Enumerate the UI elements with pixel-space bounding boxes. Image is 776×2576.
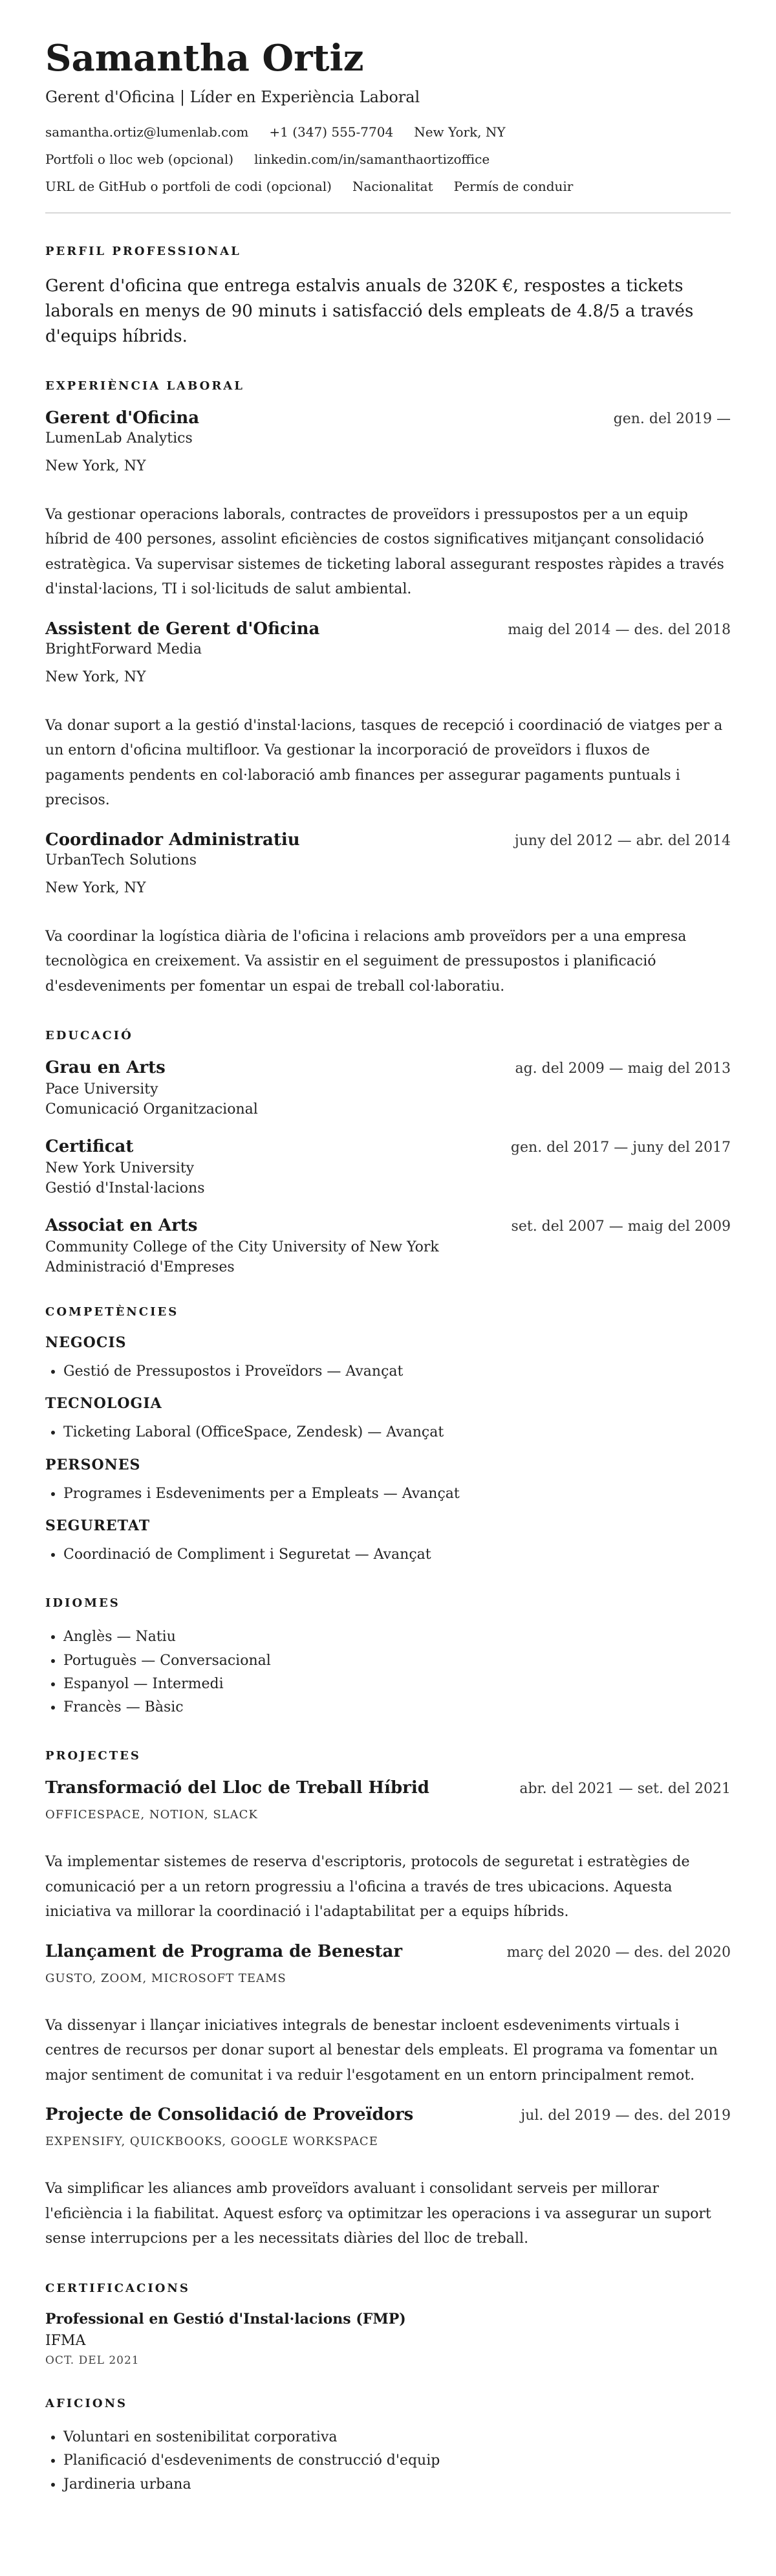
section-title: EXPERIÈNCIA LABORAL xyxy=(45,379,244,393)
certification-date: OCT. DEL 2021 xyxy=(45,2353,140,2367)
skill-item: • Programes i Esdeveniments per a Empleats — Avançat xyxy=(63,1482,731,1506)
driving-license: Permís de conduir xyxy=(453,178,574,194)
skill-item: • Gestió de Pressupostos i Proveïdors — Avançat xyxy=(63,1360,731,1383)
project-name: Transformació del Lloc de Treball Híbrid xyxy=(45,1778,429,1798)
project-entry xyxy=(45,2105,731,2252)
hobbies-list xyxy=(45,2426,731,2496)
project-tools: OFFICESPACE, NOTION, SLACK xyxy=(45,1808,258,1822)
skill-item: • Coordinació de Compliment i Seguretat — Avançat xyxy=(63,1543,731,1567)
email[interactable]: samantha.ortiz@lumenlab.com xyxy=(45,124,249,140)
project-description: Va dissenyar i llançar iniciatives integrals de benestar incloent esdeveniments virtuals i centres de recursos per donar suport al benestar dels empleats. El programa va fomentar un major sentiment de comunitat i va reduir l'esgotament en un entorn principalment remot. xyxy=(45,2017,718,2084)
job-dates: maig del 2014 — des. del 2018 xyxy=(508,621,731,638)
hobby-item: • Voluntari en sostenibilitat corporativa xyxy=(63,2426,731,2449)
job-title: Coordinador Administratiu xyxy=(45,830,300,850)
project-entry xyxy=(45,1942,731,2089)
degree-title: Certificat xyxy=(45,1137,134,1157)
candidate-name: Samantha Ortiz xyxy=(45,37,364,80)
experience-section xyxy=(45,379,731,1000)
project-description: Va simplificar les aliances amb proveïdors avaluant i consolidant serveis per millorar l'eficiència i la fiabilitat. Aquest esforç va optimitzar les operacions i va assegurar un suport sense interrupcions per a les necessitats diàries del lloc de treball. xyxy=(45,2181,711,2247)
certification-issuer: IFMA xyxy=(45,2332,86,2349)
education-section xyxy=(45,1029,731,1275)
field-of-study: Comunicació Organitzacional xyxy=(45,1101,258,1118)
job-location: New York, NY xyxy=(45,879,146,896)
language-item: • Portuguès — Conversacional xyxy=(63,1649,731,1673)
project-description: Va implementar sistemes de reserva d'escriptoris, protocols de seguretat i estratègies de comunicació per a un retorn progressiu a l'oficina a través de tres ubicacions. Aquesta iniciativa va millorar la coordinació i l'adaptabilitat per a equips híbrids. xyxy=(45,1854,690,1921)
headline: Gerent d'Oficina | Líder en Experiència Laboral xyxy=(45,87,420,106)
job-dates: juny del 2012 — abr. del 2014 xyxy=(514,832,731,849)
skills-section xyxy=(45,1305,731,1567)
project-dates: jul. del 2019 — des. del 2019 xyxy=(521,2108,731,2124)
job-description: Va gestionar operacions laborals, contractes de proveïdors i pressupostos per a un equip híbrid de 400 persones, assolint eficiències de costos significatives mitjançant consolidació estratègica. Va supervisar sistemes de ticketing laboral assegurant respostes ràpides a través d'instal·lacions, TI i sol·licituds de salut ambiental. xyxy=(45,506,724,598)
skill-category: PERSONES xyxy=(45,1456,141,1473)
project-name: Projecte de Consolidació de Proveïdors xyxy=(45,2105,414,2125)
section-title: COMPETÈNCIES xyxy=(45,1305,179,1319)
job-dates: gen. del 2019 — xyxy=(613,410,731,427)
hobbies-section xyxy=(45,2397,731,2496)
experience-entry xyxy=(45,619,731,813)
skill-category: TECNOLOGIA xyxy=(45,1395,162,1413)
job-description: Va coordinar la logística diària de l'oficina i relacions amb proveïdors per a una empresa tecnològica en creixement. Va assistir en el seguiment de pressupostos i planificació d'esdeveniments per fomentar un espai de treball col·laboratiu. xyxy=(45,928,687,995)
education-dates: set. del 2007 — maig del 2009 xyxy=(511,1218,731,1235)
field-of-study: Administració d'Empreses xyxy=(45,1259,235,1276)
education-dates: ag. del 2009 — maig del 2013 xyxy=(515,1061,731,1077)
profile-section xyxy=(45,245,731,349)
project-dates: març del 2020 — des. del 2020 xyxy=(506,1944,731,1961)
certification-name: Professional en Gestió d'Instal·lacions (FMP) xyxy=(45,2310,406,2328)
skill-item: • Ticketing Laboral (OfficeSpace, Zendesk) — Avançat xyxy=(63,1421,731,1444)
github-link[interactable]: URL de GitHub o portfoli de codi (opcional) xyxy=(45,178,332,194)
section-title: PERFIL PROFESSIONAL xyxy=(45,244,241,258)
company-name: BrightForward Media xyxy=(45,641,202,657)
linkedin-link[interactable]: linkedin.com/in/samanthaortizoffice xyxy=(254,151,490,167)
certifications-section xyxy=(45,2282,731,2367)
school-name: Pace University xyxy=(45,1081,158,1098)
contact-row xyxy=(45,179,731,194)
skill-category: SEGURETAT xyxy=(45,1517,151,1534)
skill-group xyxy=(45,1395,731,1444)
experience-entry xyxy=(45,408,731,602)
nationality: Nacionalitat xyxy=(352,178,433,194)
project-dates: abr. del 2021 — set. del 2021 xyxy=(519,1781,731,1798)
profile-summary: Gerent d'oficina que entrega estalvis anuals de 320K €, respostes a tickets laborals en menys de 90 minuts i satisfacció dels empleats de 4.8/5 a través d'equips híbrids. xyxy=(45,276,694,346)
certification-entry xyxy=(45,2311,731,2367)
degree-title: Grau en Arts xyxy=(45,1058,166,1078)
field-of-study: Gestió d'Instal·lacions xyxy=(45,1180,205,1197)
language-item: • Anglès — Natiu xyxy=(63,1625,731,1649)
hobby-item: • Planificació d'esdeveniments de construcció d'equip xyxy=(63,2449,731,2472)
education-entry xyxy=(45,1058,731,1117)
school-name: New York University xyxy=(45,1160,195,1177)
education-dates: gen. del 2017 — juny del 2017 xyxy=(510,1139,731,1156)
portfolio-link[interactable]: Portfoli o lloc web (opcional) xyxy=(45,151,234,167)
skill-category: NEGOCIS xyxy=(45,1334,127,1352)
project-tools: EXPENSIFY, QUICKBOOKS, GOOGLE WORKSPACE xyxy=(45,2135,378,2149)
job-title: Gerent d'Oficina xyxy=(45,408,200,428)
skill-group xyxy=(45,1334,731,1383)
location: New York, NY xyxy=(414,124,506,140)
phone[interactable]: +1 (347) 555-7704 xyxy=(269,124,394,140)
section-title: IDIOMES xyxy=(45,1596,120,1611)
skill-group xyxy=(45,1517,731,1567)
job-location: New York, NY xyxy=(45,668,146,685)
project-tools: GUSTO, ZOOM, MICROSOFT TEAMS xyxy=(45,1971,286,1985)
education-entry xyxy=(45,1137,731,1196)
project-entry xyxy=(45,1778,731,1925)
project-name: Llançament de Programa de Benestar xyxy=(45,1941,403,1961)
degree-title: Associat en Arts xyxy=(45,1216,198,1236)
company-name: UrbanTech Solutions xyxy=(45,852,197,868)
school-name: Community College of the City University of New York xyxy=(45,1239,439,1256)
contact-row xyxy=(45,124,731,140)
language-item: • Espanyol — Intermedi xyxy=(63,1673,731,1696)
job-description: Va donar suport a la gestió d'instal·lacions, tasques de recepció i coordinació de viatges per a un entorn d'oficina multifloor. Va gestionar la incorporació de proveïdors i fluxos de pagaments pendents en col·laboració amb finances per assegurar pagaments puntuals i precisos. xyxy=(45,717,723,809)
section-title: CERTIFICACIONS xyxy=(45,2281,190,2295)
languages-list xyxy=(45,1625,731,1719)
languages-section xyxy=(45,1596,731,1719)
header-divider xyxy=(45,212,731,214)
section-title: PROJECTES xyxy=(45,1749,141,1763)
section-title: EDUCACIÓ xyxy=(45,1029,133,1043)
job-title: Assistent de Gerent d'Oficina xyxy=(45,619,320,639)
skill-group xyxy=(45,1457,731,1506)
job-location: New York, NY xyxy=(45,457,146,474)
education-entry xyxy=(45,1216,731,1275)
hobby-item: • Jardineria urbana xyxy=(63,2473,731,2496)
language-item: • Francès — Bàsic xyxy=(63,1696,731,1719)
company-name: LumenLab Analytics xyxy=(45,430,193,446)
projects-section xyxy=(45,1749,731,2252)
contact-row xyxy=(45,151,731,167)
experience-entry xyxy=(45,830,731,1000)
section-title: AFICIONS xyxy=(45,2396,128,2410)
